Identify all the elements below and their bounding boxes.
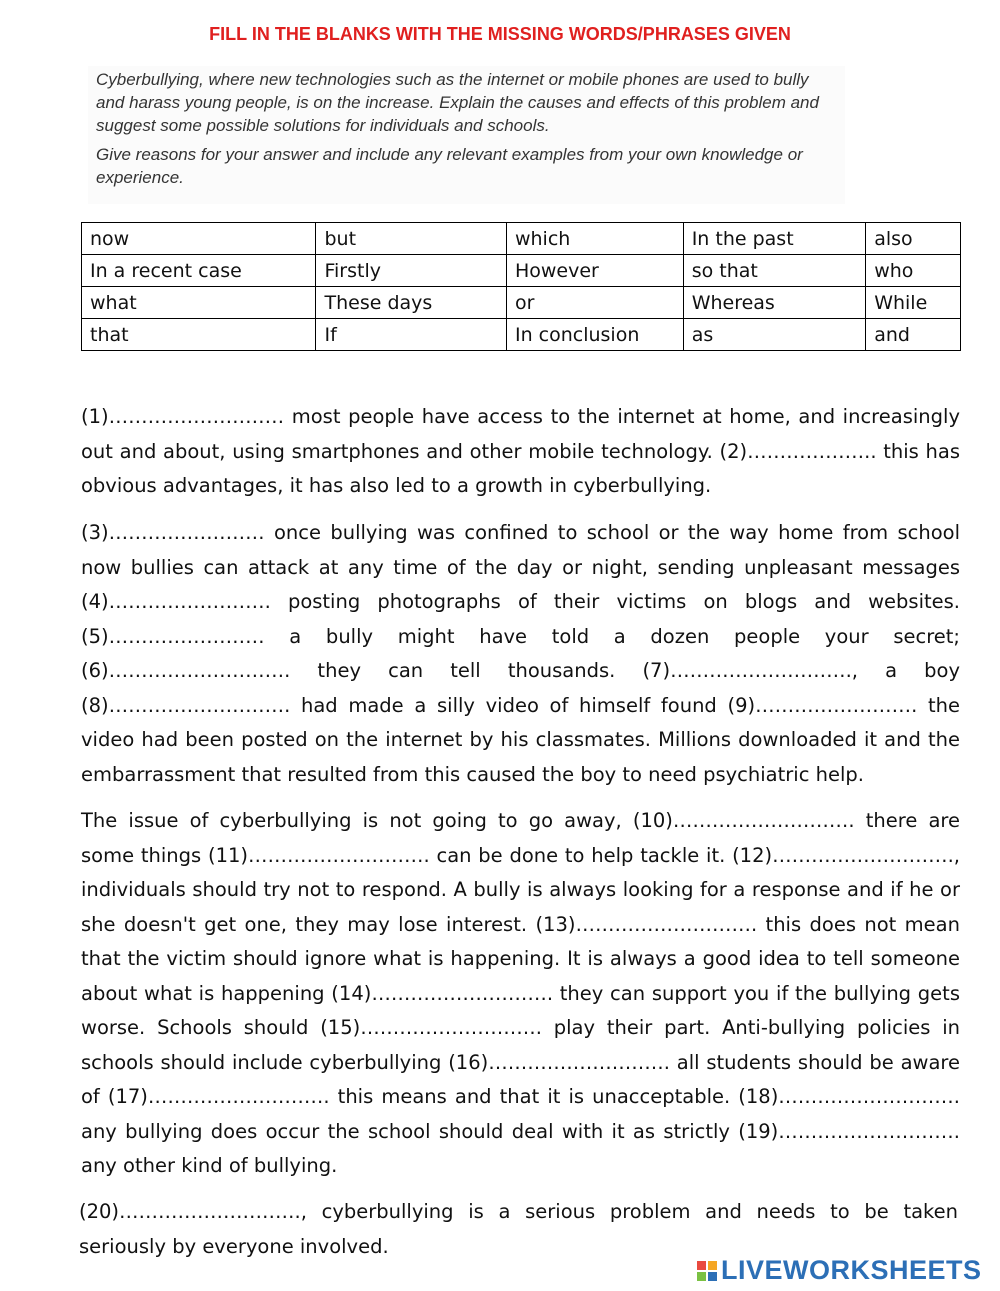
word-bank-row (82, 319, 961, 351)
word-bank-cell: also (866, 223, 961, 255)
word-bank-cell: In conclusion (506, 319, 683, 351)
word-bank-cell: If (316, 319, 506, 351)
liveworksheets-watermark (697, 1255, 982, 1286)
prompt-paragraph-1: Cyberbullying, where new technologies such as the internet or mobile phones are used to bully and harass young people, is on the increase. Explain the causes and effects of this problem and suggest some possible solutions for individuals and schools. (96, 70, 819, 135)
word-bank-cell: In a recent case (82, 255, 316, 287)
word-bank-cell: These days (316, 287, 506, 319)
liveworksheets-logo-icon (697, 1261, 717, 1281)
word-bank-cell: or (506, 287, 683, 319)
logo-square (697, 1272, 706, 1281)
word-bank-cell: However (506, 255, 683, 287)
word-bank-cell: Whereas (683, 287, 866, 319)
logo-square (708, 1272, 717, 1281)
logo-square (697, 1261, 706, 1270)
word-bank-cell: so that (683, 255, 866, 287)
worksheet-title: FILL IN THE BLANKS WITH THE MISSING WORDS/PHRASES GIVEN (209, 24, 791, 44)
word-bank-table (81, 222, 961, 351)
word-bank-row (82, 223, 961, 255)
prompt-paragraph-2: Give reasons for your answer and include any relevant examples from your own knowledge or experience. (96, 145, 803, 187)
word-bank-cell: that (82, 319, 316, 351)
word-bank-cell: Firstly (316, 255, 506, 287)
word-bank-row (82, 287, 961, 319)
word-bank-cell: now (82, 223, 316, 255)
word-bank-cell: but (316, 223, 506, 255)
passage-paragraph-4: (20)………………………., cyberbullying is a serious problem and needs to be taken seriously by everyone involved. (79, 1200, 958, 1258)
passage-paragraph-2: (3)…………………… once bullying was confined to school or the way home from school now bullies can attack at any time of the day or night, sending unpleasant messages (4)……………………. posting photographs of their victims on blogs and websites. (5)…………………… a bully might have told a dozen people your secret; (6)………………………. they can tell thousands. (7)………………………., a boy (8)………………………. had made a silly video of himself found (9)……………………. the video had been posted on the internet by his classmates. Millions downloaded it and the embarrassment that resulted from this caused the boy to need psychiatric help. (81, 521, 960, 786)
word-bank-cell: what (82, 287, 316, 319)
watermark-text: LIVEWORKSHEETS (721, 1255, 982, 1285)
word-bank-cell: who (866, 255, 961, 287)
word-bank-row (82, 255, 961, 287)
word-bank-cell: and (866, 319, 961, 351)
passage-paragraph-3: The issue of cyberbullying is not going to go away, (10)………………………. there are some things (11)………………………. can be done to help tackle it. (12)………………………., individuals should try not to respond. A bully is always looking for a response and if he or she doesn't get one, they may lose interest. (13)………………………. this does not mean that the victim should ignore what is happening. It is always a good idea to tell someone about what is happening (14)………………………. they can support you if the bullying gets worse. Schools should (15)………………………. play their part. Anti-bullying policies in schools should include cyberbullying (16)………………………. all students should be aware of (17)………………………. this means and that it is unacceptable. (18)………………………. any bullying does occur the school should deal with it as strictly (19)………………………. any other kind of bullying. (81, 809, 960, 1177)
word-bank-cell: as (683, 319, 866, 351)
word-bank-cell: In the past (683, 223, 866, 255)
essay-prompt-box (88, 66, 845, 204)
logo-square (708, 1261, 717, 1270)
word-bank-cell: which (506, 223, 683, 255)
word-bank-cell: While (866, 287, 961, 319)
passage-paragraph-1: (1)……………………… most people have access to the internet at home, and increasingly out and about, using smartphones and other mobile technology. (2)……………….. this has obvious advantages, it has also led to a growth in cyberbullying. (81, 405, 960, 497)
